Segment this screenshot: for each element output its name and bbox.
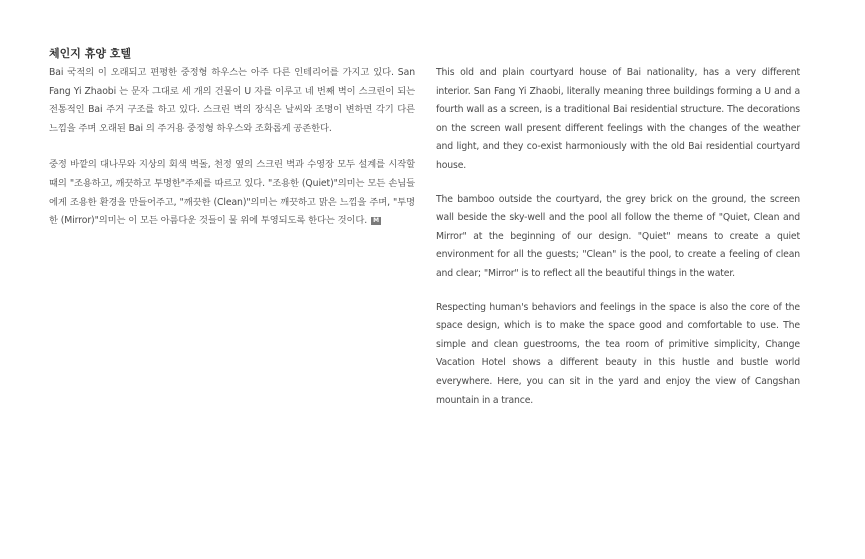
english-paragraph-3: Respecting human's behaviors and feelings in the space is also the core of the space design, which is to make the space good and comfortable to use. The simple and clean guestrooms, the tea room of primitive simplicity, Change Vacation Hotel shows a different beauty in this hustle and bustle world everywhere. Here, you can sit in the yard and enjoy the view of Cangshan mountain in a trance. [436,301,800,406]
english-paragraph-1: This old and plain courtyard house of Bai nationality, has a very different interior. San Fang Yi Zhaobi, literally meaning three buildings forming a U and a fourth wall as a screen, is a traditional Bai residential structure. The decorations on the screen wall present different feelings with the changes of the weather and light, and they co-exist harmoniously with the old Bai residential courtyard house. [436,67,800,171]
korean-paragraph-2 [49,156,415,230]
korean-column [49,46,415,231]
page-marker-icon: M [371,217,381,225]
korean-paragraph-2-text: 중정 바깥의 대나무와 지상의 회색 벽돌, 천정 옆의 스크린 벽과 수영장 모두 설계를 시작할 때의 "조용하고, 깨끗하고 투명한"주제를 따르고 있다. "조용한 (Quiet)"의미는 모든 손님들에게 조용한 환경을 만들어주고, "깨끗한 (Clean)"의미는 깨끗하고 맑은 느낌을 주며, "투명한 (Mirror)"의미는 이 모든 아름다운 것들이 물 위에 투영되도록 한다는 것이다. [49,159,415,227]
korean-paragraph-1: Bai 국적의 이 오래되고 편평한 중정형 하우스는 아주 다른 인테리어를 가지고 있다. San Fang Yi Zhaobi 는 문자 그대로 세 개의 건물이 U 자를 이루고 네 번째 벽이 스크린이 되는 전통적인 Bai 주거 구조를 하고 있다. 스크린 벽의 장식은 날씨와 조명이 변하면 각기 다른 느낌을 주며 오래된 Bai 의 주거용 중정형 하우스와 조화롭게 공존한다. [49,67,415,134]
english-paragraph-2: The bamboo outside the courtyard, the grey brick on the ground, the screen wall beside the sky-well and the pool all follow the theme of "Quiet, Clean and Mirror" at the beginning of our design. "Quiet" means to create a quiet environment for all the guests; "Clean" is the pool, to create a feeling of clean and clear; "Mirror" is to reflect all the beautiful things in the water. [436,193,800,279]
korean-title: 체인지 휴양 호텔 [49,47,132,60]
english-column [436,64,800,410]
